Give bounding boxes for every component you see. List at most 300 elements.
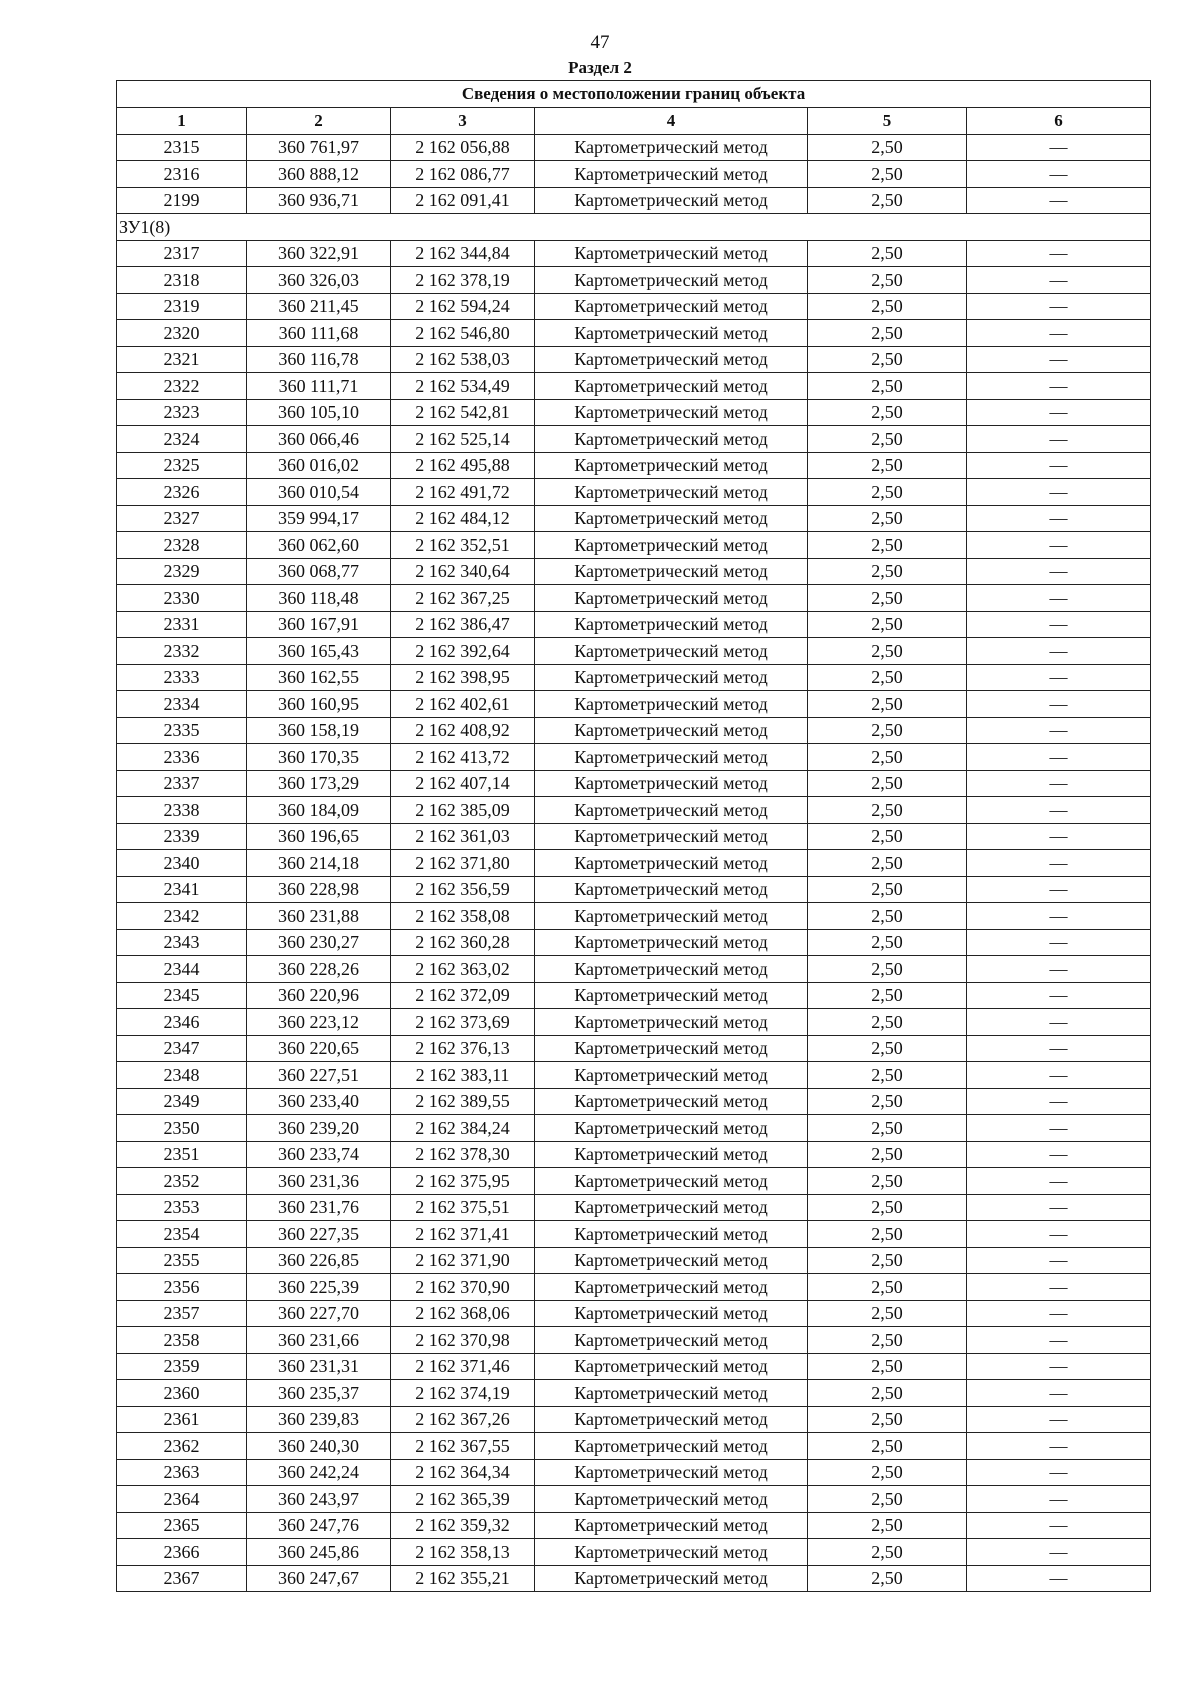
accuracy-cell: 2,50 (808, 426, 967, 453)
x-coordinate-cell: 360 233,74 (247, 1141, 391, 1168)
description-cell: — (967, 1380, 1151, 1407)
point-number-cell: 2329 (117, 558, 247, 585)
description-cell: — (967, 1141, 1151, 1168)
description-cell: — (967, 1459, 1151, 1486)
determination-method-cell: Картометрический метод (535, 982, 808, 1009)
description-cell: — (967, 982, 1151, 1009)
y-coordinate-cell: 2 162 375,95 (391, 1168, 535, 1195)
point-number-cell: 2332 (117, 638, 247, 665)
description-cell: — (967, 1168, 1151, 1195)
description-cell: — (967, 320, 1151, 347)
table-row (117, 1009, 1151, 1036)
y-coordinate-cell: 2 162 413,72 (391, 744, 535, 771)
point-number-cell: 2325 (117, 452, 247, 479)
description-cell: — (967, 717, 1151, 744)
y-coordinate-cell: 2 162 384,24 (391, 1115, 535, 1142)
accuracy-cell: 2,50 (808, 505, 967, 532)
table-row (117, 1300, 1151, 1327)
y-coordinate-cell: 2 162 368,06 (391, 1300, 535, 1327)
x-coordinate-cell: 360 170,35 (247, 744, 391, 771)
y-coordinate-cell: 2 162 358,13 (391, 1539, 535, 1566)
accuracy-cell: 2,50 (808, 1141, 967, 1168)
x-coordinate-cell: 360 225,39 (247, 1274, 391, 1301)
y-coordinate-cell: 2 162 373,69 (391, 1009, 535, 1036)
determination-method-cell: Картометрический метод (535, 161, 808, 188)
y-coordinate-cell: 2 162 056,88 (391, 134, 535, 161)
determination-method-cell: Картометрический метод (535, 1088, 808, 1115)
table-row (117, 1327, 1151, 1354)
table-row (117, 320, 1151, 347)
x-coordinate-cell: 360 235,37 (247, 1380, 391, 1407)
determination-method-cell: Картометрический метод (535, 505, 808, 532)
table-row (117, 982, 1151, 1009)
table-caption-row (117, 81, 1151, 108)
description-cell: — (967, 903, 1151, 930)
x-coordinate-cell: 360 105,10 (247, 399, 391, 426)
table-row (117, 373, 1151, 400)
y-coordinate-cell: 2 162 374,19 (391, 1380, 535, 1407)
table-header (117, 81, 1151, 135)
x-coordinate-cell: 359 994,17 (247, 505, 391, 532)
y-coordinate-cell: 2 162 352,51 (391, 532, 535, 559)
determination-method-cell: Картометрический метод (535, 691, 808, 718)
table-row (117, 1194, 1151, 1221)
column-number: 4 (535, 108, 808, 135)
point-number-cell: 2351 (117, 1141, 247, 1168)
x-coordinate-cell: 360 761,97 (247, 134, 391, 161)
description-cell: — (967, 399, 1151, 426)
x-coordinate-cell: 360 227,35 (247, 1221, 391, 1248)
x-coordinate-cell: 360 160,95 (247, 691, 391, 718)
point-number-cell: 2349 (117, 1088, 247, 1115)
y-coordinate-cell: 2 162 407,14 (391, 770, 535, 797)
table-row (117, 717, 1151, 744)
accuracy-cell: 2,50 (808, 664, 967, 691)
description-cell: — (967, 373, 1151, 400)
x-coordinate-cell: 360 243,97 (247, 1486, 391, 1513)
x-coordinate-cell: 360 162,55 (247, 664, 391, 691)
y-coordinate-cell: 2 162 340,64 (391, 558, 535, 585)
determination-method-cell: Картометрический метод (535, 134, 808, 161)
y-coordinate-cell: 2 162 378,30 (391, 1141, 535, 1168)
table-row (117, 1565, 1151, 1592)
x-coordinate-cell: 360 111,68 (247, 320, 391, 347)
accuracy-cell: 2,50 (808, 187, 967, 214)
description-cell: — (967, 1062, 1151, 1089)
x-coordinate-cell: 360 936,71 (247, 187, 391, 214)
determination-method-cell: Картометрический метод (535, 876, 808, 903)
table-row (117, 1380, 1151, 1407)
point-number-cell: 2331 (117, 611, 247, 638)
table-row (117, 823, 1151, 850)
table-row (117, 585, 1151, 612)
y-coordinate-cell: 2 162 389,55 (391, 1088, 535, 1115)
x-coordinate-cell: 360 116,78 (247, 346, 391, 373)
x-coordinate-cell: 360 245,86 (247, 1539, 391, 1566)
point-number-cell: 2340 (117, 850, 247, 877)
point-number-cell: 2324 (117, 426, 247, 453)
x-coordinate-cell: 360 231,76 (247, 1194, 391, 1221)
y-coordinate-cell: 2 162 495,88 (391, 452, 535, 479)
table-row (117, 929, 1151, 956)
x-coordinate-cell: 360 016,02 (247, 452, 391, 479)
y-coordinate-cell: 2 162 367,55 (391, 1433, 535, 1460)
y-coordinate-cell: 2 162 091,41 (391, 187, 535, 214)
y-coordinate-cell: 2 162 370,90 (391, 1274, 535, 1301)
accuracy-cell: 2,50 (808, 982, 967, 1009)
x-coordinate-cell: 360 233,40 (247, 1088, 391, 1115)
point-number-cell: 2318 (117, 267, 247, 294)
point-number-cell: 2353 (117, 1194, 247, 1221)
group-label: ЗУ1(8) (117, 214, 1151, 241)
y-coordinate-cell: 2 162 542,81 (391, 399, 535, 426)
determination-method-cell: Картометрический метод (535, 452, 808, 479)
accuracy-cell: 2,50 (808, 1512, 967, 1539)
x-coordinate-cell: 360 228,26 (247, 956, 391, 983)
x-coordinate-cell: 360 326,03 (247, 267, 391, 294)
accuracy-cell: 2,50 (808, 240, 967, 267)
table-row (117, 1486, 1151, 1513)
point-number-cell: 2339 (117, 823, 247, 850)
determination-method-cell: Картометрический метод (535, 1327, 808, 1354)
point-number-cell: 2321 (117, 346, 247, 373)
description-cell: — (967, 1035, 1151, 1062)
determination-method-cell: Картометрический метод (535, 532, 808, 559)
table-row (117, 187, 1151, 214)
table-caption: Сведения о местоположении границ объекта (117, 81, 1151, 108)
point-number-cell: 2357 (117, 1300, 247, 1327)
table-row (117, 505, 1151, 532)
x-coordinate-cell: 360 010,54 (247, 479, 391, 506)
point-number-cell: 2367 (117, 1565, 247, 1592)
x-coordinate-cell: 360 196,65 (247, 823, 391, 850)
determination-method-cell: Картометрический метод (535, 1035, 808, 1062)
description-cell: — (967, 346, 1151, 373)
accuracy-cell: 2,50 (808, 1194, 967, 1221)
determination-method-cell: Картометрический метод (535, 240, 808, 267)
table-row (117, 664, 1151, 691)
table-row (117, 479, 1151, 506)
x-coordinate-cell: 360 068,77 (247, 558, 391, 585)
point-number-cell: 2342 (117, 903, 247, 930)
table-row (117, 426, 1151, 453)
y-coordinate-cell: 2 162 371,90 (391, 1247, 535, 1274)
determination-method-cell: Картометрический метод (535, 850, 808, 877)
description-cell: — (967, 1433, 1151, 1460)
determination-method-cell: Картометрический метод (535, 479, 808, 506)
table-row (117, 452, 1151, 479)
determination-method-cell: Картометрический метод (535, 956, 808, 983)
table-row (117, 1512, 1151, 1539)
accuracy-cell: 2,50 (808, 161, 967, 188)
y-coordinate-cell: 2 162 371,46 (391, 1353, 535, 1380)
accuracy-cell: 2,50 (808, 1247, 967, 1274)
point-number-cell: 2359 (117, 1353, 247, 1380)
description-cell: — (967, 1327, 1151, 1354)
x-coordinate-cell: 360 184,09 (247, 797, 391, 824)
accuracy-cell: 2,50 (808, 1035, 967, 1062)
table-row (117, 903, 1151, 930)
x-coordinate-cell: 360 214,18 (247, 850, 391, 877)
table-row (117, 1221, 1151, 1248)
determination-method-cell: Картометрический метод (535, 770, 808, 797)
table-row (117, 1459, 1151, 1486)
point-number-cell: 2365 (117, 1512, 247, 1539)
determination-method-cell: Картометрический метод (535, 558, 808, 585)
accuracy-cell: 2,50 (808, 1565, 967, 1592)
determination-method-cell: Картометрический метод (535, 1353, 808, 1380)
x-coordinate-cell: 360 227,51 (247, 1062, 391, 1089)
accuracy-cell: 2,50 (808, 876, 967, 903)
determination-method-cell: Картометрический метод (535, 1247, 808, 1274)
description-cell: — (967, 1486, 1151, 1513)
point-number-cell: 2350 (117, 1115, 247, 1142)
accuracy-cell: 2,50 (808, 267, 967, 294)
accuracy-cell: 2,50 (808, 1009, 967, 1036)
point-number-cell: 2344 (117, 956, 247, 983)
x-coordinate-cell: 360 231,88 (247, 903, 391, 930)
determination-method-cell: Картометрический метод (535, 373, 808, 400)
determination-method-cell: Картометрический метод (535, 1300, 808, 1327)
table-row (117, 558, 1151, 585)
description-cell: — (967, 1088, 1151, 1115)
description-cell: — (967, 1009, 1151, 1036)
x-coordinate-cell: 360 231,66 (247, 1327, 391, 1354)
table-row (117, 1274, 1151, 1301)
point-number-cell: 2358 (117, 1327, 247, 1354)
description-cell: — (967, 532, 1151, 559)
point-number-cell: 2356 (117, 1274, 247, 1301)
accuracy-cell: 2,50 (808, 823, 967, 850)
y-coordinate-cell: 2 162 375,51 (391, 1194, 535, 1221)
point-number-cell: 2363 (117, 1459, 247, 1486)
accuracy-cell: 2,50 (808, 850, 967, 877)
accuracy-cell: 2,50 (808, 1459, 967, 1486)
table-row (117, 532, 1151, 559)
point-number-cell: 2341 (117, 876, 247, 903)
y-coordinate-cell: 2 162 538,03 (391, 346, 535, 373)
description-cell: — (967, 1247, 1151, 1274)
determination-method-cell: Картометрический метод (535, 346, 808, 373)
description-cell: — (967, 479, 1151, 506)
description-cell: — (967, 585, 1151, 612)
y-coordinate-cell: 2 162 360,28 (391, 929, 535, 956)
table-row (117, 770, 1151, 797)
description-cell: — (967, 876, 1151, 903)
accuracy-cell: 2,50 (808, 1327, 967, 1354)
description-cell: — (967, 850, 1151, 877)
determination-method-cell: Картометрический метод (535, 1115, 808, 1142)
y-coordinate-cell: 2 162 383,11 (391, 1062, 535, 1089)
point-number-cell: 2334 (117, 691, 247, 718)
determination-method-cell: Картометрический метод (535, 267, 808, 294)
description-cell: — (967, 611, 1151, 638)
point-number-cell: 2323 (117, 399, 247, 426)
determination-method-cell: Картометрический метод (535, 929, 808, 956)
column-number: 2 (247, 108, 391, 135)
x-coordinate-cell: 360 231,36 (247, 1168, 391, 1195)
description-cell: — (967, 293, 1151, 320)
x-coordinate-cell: 360 223,12 (247, 1009, 391, 1036)
column-number: 6 (967, 108, 1151, 135)
point-number-cell: 2327 (117, 505, 247, 532)
table-row (117, 1168, 1151, 1195)
table-row (117, 1247, 1151, 1274)
determination-method-cell: Картометрический метод (535, 1539, 808, 1566)
y-coordinate-cell: 2 162 534,49 (391, 373, 535, 400)
table-row (117, 1141, 1151, 1168)
accuracy-cell: 2,50 (808, 134, 967, 161)
description-cell: — (967, 426, 1151, 453)
determination-method-cell: Картометрический метод (535, 1512, 808, 1539)
table-row (117, 161, 1151, 188)
determination-method-cell: Картометрический метод (535, 664, 808, 691)
x-coordinate-cell: 360 211,45 (247, 293, 391, 320)
description-cell: — (967, 797, 1151, 824)
boundary-coordinates-table (116, 80, 1151, 1592)
description-cell: — (967, 1274, 1151, 1301)
point-number-cell: 2346 (117, 1009, 247, 1036)
point-number-cell: 2338 (117, 797, 247, 824)
table-row (117, 399, 1151, 426)
determination-method-cell: Картометрический метод (535, 717, 808, 744)
description-cell: — (967, 770, 1151, 797)
x-coordinate-cell: 360 227,70 (247, 1300, 391, 1327)
point-number-cell: 2317 (117, 240, 247, 267)
column-number: 3 (391, 108, 535, 135)
x-coordinate-cell: 360 240,30 (247, 1433, 391, 1460)
x-coordinate-cell: 360 118,48 (247, 585, 391, 612)
determination-method-cell: Картометрический метод (535, 638, 808, 665)
accuracy-cell: 2,50 (808, 346, 967, 373)
x-coordinate-cell: 360 247,67 (247, 1565, 391, 1592)
x-coordinate-cell: 360 226,85 (247, 1247, 391, 1274)
description-cell: — (967, 240, 1151, 267)
y-coordinate-cell: 2 162 371,80 (391, 850, 535, 877)
determination-method-cell: Картометрический метод (535, 1433, 808, 1460)
description-cell: — (967, 664, 1151, 691)
determination-method-cell: Картометрический метод (535, 293, 808, 320)
x-coordinate-cell: 360 228,98 (247, 876, 391, 903)
point-number-cell: 2336 (117, 744, 247, 771)
y-coordinate-cell: 2 162 594,24 (391, 293, 535, 320)
x-coordinate-cell: 360 066,46 (247, 426, 391, 453)
y-coordinate-cell: 2 162 525,14 (391, 426, 535, 453)
x-coordinate-cell: 360 111,71 (247, 373, 391, 400)
y-coordinate-cell: 2 162 378,19 (391, 267, 535, 294)
accuracy-cell: 2,50 (808, 611, 967, 638)
point-number-cell: 2360 (117, 1380, 247, 1407)
accuracy-cell: 2,50 (808, 717, 967, 744)
point-number-cell: 2330 (117, 585, 247, 612)
determination-method-cell: Картометрический метод (535, 1565, 808, 1592)
x-coordinate-cell: 360 062,60 (247, 532, 391, 559)
x-coordinate-cell: 360 239,83 (247, 1406, 391, 1433)
point-number-cell: 2333 (117, 664, 247, 691)
table-row (117, 134, 1151, 161)
accuracy-cell: 2,50 (808, 293, 967, 320)
x-coordinate-cell: 360 231,31 (247, 1353, 391, 1380)
point-number-cell: 2348 (117, 1062, 247, 1089)
determination-method-cell: Картометрический метод (535, 744, 808, 771)
description-cell: — (967, 929, 1151, 956)
table-row (117, 744, 1151, 771)
y-coordinate-cell: 2 162 546,80 (391, 320, 535, 347)
accuracy-cell: 2,50 (808, 903, 967, 930)
determination-method-cell: Картометрический метод (535, 320, 808, 347)
determination-method-cell: Картометрический метод (535, 426, 808, 453)
description-cell: — (967, 161, 1151, 188)
table-row (117, 1406, 1151, 1433)
point-number-cell: 2355 (117, 1247, 247, 1274)
y-coordinate-cell: 2 162 386,47 (391, 611, 535, 638)
x-coordinate-cell: 360 220,96 (247, 982, 391, 1009)
table-row (117, 611, 1151, 638)
y-coordinate-cell: 2 162 361,03 (391, 823, 535, 850)
x-coordinate-cell: 360 158,19 (247, 717, 391, 744)
accuracy-cell: 2,50 (808, 1088, 967, 1115)
point-number-cell: 2347 (117, 1035, 247, 1062)
table-row (117, 797, 1151, 824)
y-coordinate-cell: 2 162 363,02 (391, 956, 535, 983)
accuracy-cell: 2,50 (808, 1274, 967, 1301)
accuracy-cell: 2,50 (808, 1539, 967, 1566)
table-row (117, 1433, 1151, 1460)
description-cell: — (967, 823, 1151, 850)
point-number-cell: 2315 (117, 134, 247, 161)
table-row (117, 1115, 1151, 1142)
x-coordinate-cell: 360 239,20 (247, 1115, 391, 1142)
y-coordinate-cell: 2 162 365,39 (391, 1486, 535, 1513)
accuracy-cell: 2,50 (808, 1406, 967, 1433)
description-cell: — (967, 187, 1151, 214)
accuracy-cell: 2,50 (808, 691, 967, 718)
accuracy-cell: 2,50 (808, 452, 967, 479)
table-row (117, 956, 1151, 983)
y-coordinate-cell: 2 162 376,13 (391, 1035, 535, 1062)
accuracy-cell: 2,50 (808, 1062, 967, 1089)
determination-method-cell: Картометрический метод (535, 1062, 808, 1089)
accuracy-cell: 2,50 (808, 479, 967, 506)
table-row (117, 876, 1151, 903)
column-number: 5 (808, 108, 967, 135)
determination-method-cell: Картометрический метод (535, 1406, 808, 1433)
accuracy-cell: 2,50 (808, 399, 967, 426)
description-cell: — (967, 744, 1151, 771)
point-number-cell: 2322 (117, 373, 247, 400)
point-number-cell: 2354 (117, 1221, 247, 1248)
y-coordinate-cell: 2 162 356,59 (391, 876, 535, 903)
page-number: 47 (590, 32, 610, 53)
determination-method-cell: Картометрический метод (535, 1380, 808, 1407)
column-number: 1 (117, 108, 247, 135)
point-number-cell: 2328 (117, 532, 247, 559)
accuracy-cell: 2,50 (808, 373, 967, 400)
point-number-cell: 2326 (117, 479, 247, 506)
y-coordinate-cell: 2 162 359,32 (391, 1512, 535, 1539)
table-row (117, 1062, 1151, 1089)
point-number-cell: 2319 (117, 293, 247, 320)
description-cell: — (967, 1353, 1151, 1380)
determination-method-cell: Картометрический метод (535, 187, 808, 214)
y-coordinate-cell: 2 162 392,64 (391, 638, 535, 665)
point-number-cell: 2352 (117, 1168, 247, 1195)
y-coordinate-cell: 2 162 402,61 (391, 691, 535, 718)
description-cell: — (967, 1300, 1151, 1327)
determination-method-cell: Картометрический метод (535, 1141, 808, 1168)
determination-method-cell: Картометрический метод (535, 1009, 808, 1036)
accuracy-cell: 2,50 (808, 770, 967, 797)
